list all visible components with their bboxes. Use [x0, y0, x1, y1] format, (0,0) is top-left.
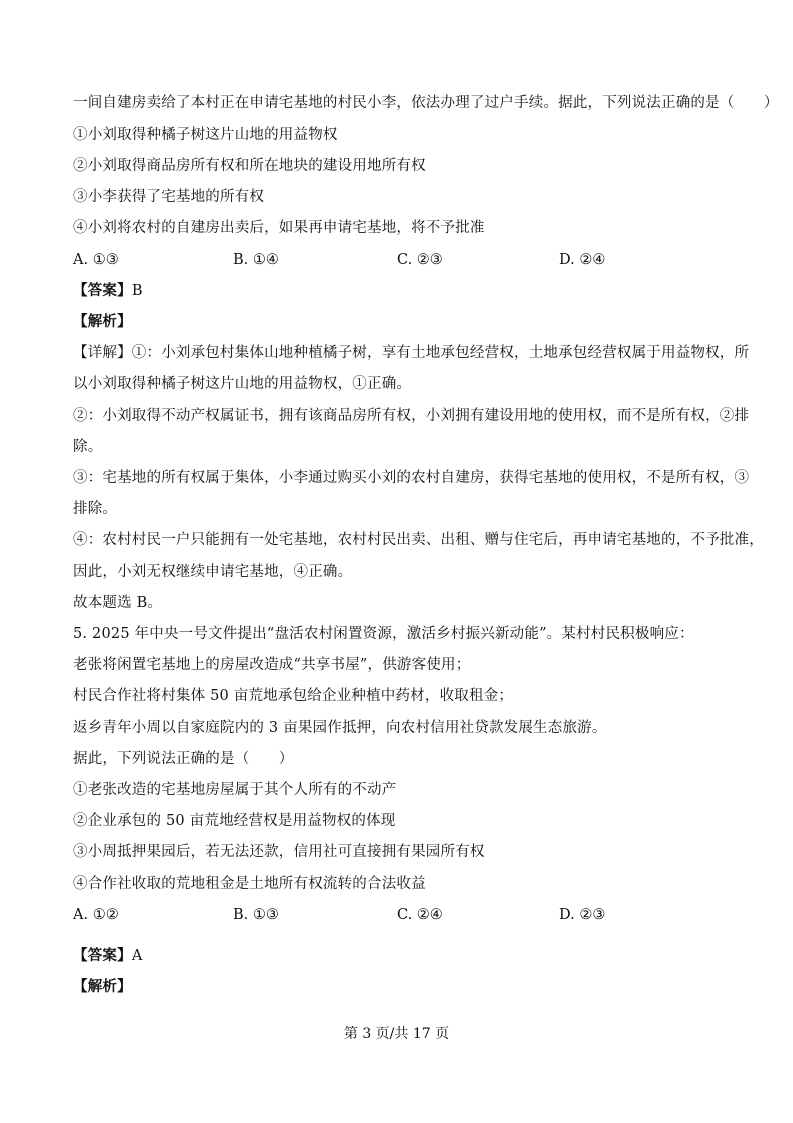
q4-stem: 一间自建房卖给了本村正在申请宅基地的村民小李，依法办理了过户手续。据此，下列说法正确的是（ ）	[73, 95, 779, 111]
q5-option-a: A. ①②	[73, 907, 119, 923]
q4-option-c: C. ②③	[397, 252, 443, 268]
q4-detail-line: 除。	[73, 439, 103, 455]
q4-detail-line: 因此，小刘无权继续申请宅基地，④正确。	[73, 564, 353, 580]
q5-stem-line: 5. 2025 年中央一号文件提出“盘活农村闲置资源，激活乡村振兴新动能”。某村村民积极响应：	[73, 626, 694, 642]
q5-analysis-label: 【解析】	[73, 978, 132, 995]
q5-option-b: B. ①③	[233, 907, 279, 923]
q5-options	[73, 905, 693, 925]
q4-answer	[73, 281, 143, 301]
q4-option-a: A. ①③	[73, 252, 119, 268]
q4-options	[73, 250, 693, 270]
q4-option-b: B. ①④	[233, 252, 279, 268]
q4-analysis-label: 【解析】	[73, 313, 132, 330]
q4-option-d: D. ②④	[559, 252, 606, 268]
q5-option-d: D. ②③	[559, 907, 606, 923]
q5-item-4: ④合作社收取的荒地租金是土地所有权流转的合法收益	[73, 876, 426, 892]
q5-option-c: C. ②④	[397, 907, 443, 923]
q4-detail-line: 排除。	[73, 501, 118, 517]
q4-answer-label: 【答案】	[73, 282, 132, 299]
q4-detail-line: ②：小刘取得不动产权属证书，拥有该商品房所有权，小刘拥有建设用地的使用权，而不是所有权，②排	[73, 408, 750, 424]
q5-answer	[73, 946, 142, 966]
q5-stem-line: 村民合作社将村集体 50 亩荒地承包给企业种植中药材，收取租金；	[73, 688, 514, 704]
page-number: 第 3 页/共 17 页	[343, 1026, 450, 1042]
q4-item-1: ①小刘取得种橘子树这片山地的用益物权	[73, 127, 338, 143]
q4-detail-line: ④：农村村民一户只能拥有一处宅基地，农村村民出卖、出租、赠与住宅后，再申请宅基地的，不予批准，	[73, 532, 764, 548]
q4-detail-line: ③：宅基地的所有权属于集体，小李通过购买小刘的农村自建房，获得宅基地的使用权，不是所有权，③	[73, 470, 750, 486]
q4-item-2: ②小刘取得商品房所有权和所在地块的建设用地所有权	[73, 158, 426, 174]
q5-item-1: ①老张改造的宅基地房屋属于其个人所有的不动产	[73, 782, 397, 798]
q4-item-4: ④小刘将农村的自建房出卖后，如果再申请宅基地，将不予批准	[73, 220, 485, 236]
q4-conclusion: 故本题选 B。	[73, 595, 163, 611]
q5-item-2: ②企业承包的 50 亩荒地经营权是用益物权的体现	[73, 813, 396, 829]
q4-detail-line: 【详解】①：小刘承包村集体山地种植橘子树，享有土地承包经营权，土地承包经营权属于用益物权，所	[73, 345, 750, 361]
q5-stem-line: 老张将闲置宅基地上的房屋改造成“共享书屋”，供游客使用；	[73, 657, 471, 673]
q5-answer-label: 【答案】	[73, 947, 132, 964]
q4-item-3: ③小李获得了宅基地的所有权	[73, 189, 265, 205]
q4-detail-line: 以小刘取得种橘子树这片山地的用益物权，①正确。	[73, 376, 412, 392]
q5-answer-value: A	[131, 948, 143, 964]
q5-item-3: ③小周抵押果园后，若无法还款，信用社可直接拥有果园所有权	[73, 844, 485, 860]
q5-stem-line: 返乡青年小周以自家庭院内的 3 亩果园作抵押，向农村信用社贷款发展生态旅游。	[73, 720, 607, 736]
q5-question: 据此，下列说法正确的是（ ）	[73, 751, 294, 767]
q4-answer-value: B	[131, 283, 143, 299]
